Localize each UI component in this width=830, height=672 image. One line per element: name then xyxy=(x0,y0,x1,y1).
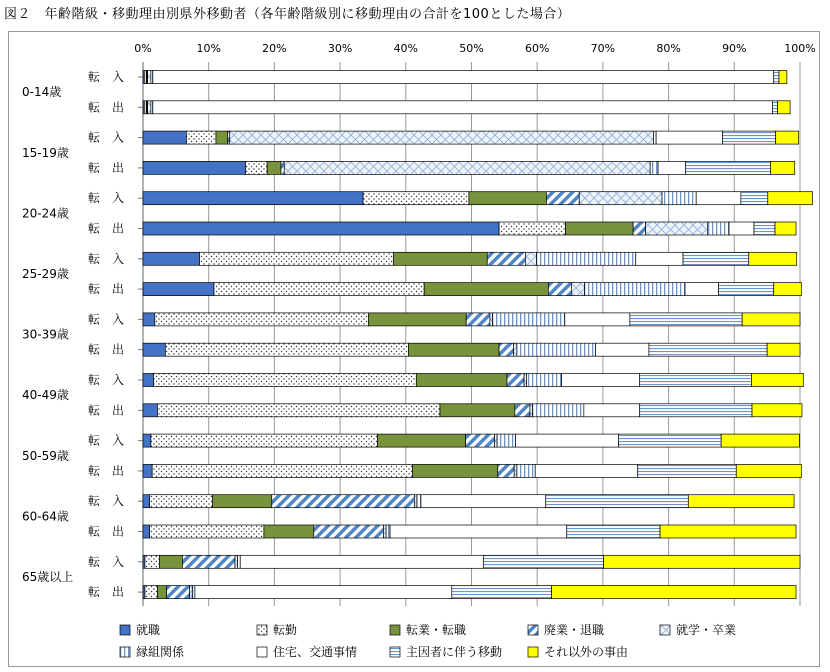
row-direction-label: 転 入 xyxy=(88,251,125,266)
bar-segment xyxy=(565,222,633,235)
bar-segment xyxy=(408,343,499,356)
age-group-label: 0-14歳 xyxy=(22,85,62,100)
row-direction-label: 転 入 xyxy=(88,70,125,84)
bar-segment xyxy=(729,222,754,235)
age-group-label: 15-19歳 xyxy=(22,145,69,160)
bar-segment xyxy=(662,192,696,205)
bar-segment xyxy=(604,555,800,568)
bar-segment xyxy=(235,555,238,568)
bar-segment xyxy=(165,343,408,356)
bar-segment xyxy=(143,525,150,538)
bar-segment xyxy=(363,192,469,205)
age-group-label: 20-24歳 xyxy=(22,206,69,221)
bar-segment xyxy=(284,161,650,174)
row-direction-label: 転 出 xyxy=(88,160,125,175)
bar-segment xyxy=(143,131,186,144)
bar-segment xyxy=(630,313,742,326)
bar-segment xyxy=(192,586,195,599)
bar-segment xyxy=(584,404,640,417)
row-direction-label: 転 入 xyxy=(88,130,125,145)
legend-swatch xyxy=(257,647,267,657)
x-tick-label: 90% xyxy=(722,42,747,55)
legend-label: それ以外の事由 xyxy=(544,645,629,659)
bar-segment xyxy=(514,343,517,356)
bar-segment xyxy=(200,252,394,265)
bar-segment xyxy=(514,464,517,477)
bar-segment xyxy=(517,343,596,356)
bar-segment xyxy=(772,101,777,114)
bar-segment xyxy=(649,343,767,356)
legend-label: 転勤 xyxy=(273,623,298,637)
bar-segment xyxy=(571,283,584,296)
bar-segment xyxy=(143,464,152,477)
bar-segment xyxy=(424,283,548,296)
bar-segment xyxy=(190,586,193,599)
row-direction-label: 転 出 xyxy=(88,342,125,357)
bar-segment xyxy=(537,252,636,265)
bar-segment xyxy=(751,374,803,387)
x-tick-label: 60% xyxy=(524,42,550,55)
bar-segment xyxy=(565,313,630,326)
bar-segment xyxy=(493,313,565,326)
bar-segment xyxy=(213,495,272,508)
bar-segment xyxy=(646,222,708,235)
row-direction-label: 転 出 xyxy=(88,585,125,600)
bar-segment xyxy=(527,374,562,387)
legend-swatch xyxy=(120,647,130,657)
age-group-label: 60-64歳 xyxy=(22,509,69,524)
bar-segment xyxy=(779,71,787,84)
bar-segment xyxy=(390,525,567,538)
bar-segment xyxy=(155,313,369,326)
bar-segment xyxy=(143,252,200,265)
row-direction-label: 転 入 xyxy=(88,191,125,206)
bar-segment xyxy=(707,222,729,235)
bar-segment xyxy=(272,495,415,508)
row-direction-label: 転 出 xyxy=(88,524,125,539)
bar-segment xyxy=(774,283,802,296)
bar-segment xyxy=(619,434,721,447)
bar-segment xyxy=(546,495,689,508)
bar-segment xyxy=(143,161,245,174)
bar-segment xyxy=(562,374,640,387)
legend-swatch xyxy=(257,625,267,635)
row-direction-label: 転 入 xyxy=(88,433,125,448)
bar-segment xyxy=(741,192,768,205)
row-direction-label: 転 出 xyxy=(88,403,125,418)
x-tick-label: 80% xyxy=(656,42,681,55)
legend-label: 転業・転職 xyxy=(406,623,467,637)
bar-segment xyxy=(499,222,565,235)
bar-segment xyxy=(421,495,546,508)
x-tick-label: 30% xyxy=(327,42,353,55)
bar-segment xyxy=(535,464,637,477)
bar-segment xyxy=(515,404,530,417)
bar-segment xyxy=(152,464,412,477)
bar-segment xyxy=(770,161,794,174)
bar-segment xyxy=(736,464,801,477)
bar-segment xyxy=(775,222,796,235)
bar-segment xyxy=(143,495,150,508)
bar-segment xyxy=(216,131,228,144)
bar-segment xyxy=(143,192,363,205)
bar-segment xyxy=(722,131,775,144)
bar-segment xyxy=(143,374,154,387)
age-group-label: 40-49歳 xyxy=(22,388,69,403)
bar-segment xyxy=(752,404,802,417)
bar-segment xyxy=(383,525,386,538)
bar-segment xyxy=(516,434,619,447)
bar-segment xyxy=(148,71,151,84)
bar-segment xyxy=(417,495,421,508)
x-tick-label: 50% xyxy=(459,42,484,55)
bar-segment xyxy=(596,343,649,356)
bar-segment xyxy=(776,131,799,144)
bar-segment xyxy=(742,313,800,326)
x-tick-label: 100% xyxy=(784,42,816,55)
bar-segment xyxy=(143,343,165,356)
bar-segment xyxy=(150,525,264,538)
bar-segment xyxy=(157,404,440,417)
bar-segment xyxy=(530,404,533,417)
bar-segment xyxy=(688,495,794,508)
legend-swatch xyxy=(528,647,538,657)
bar-segment xyxy=(230,131,654,144)
legend-label: 主因者に伴う移動 xyxy=(406,645,503,659)
bar-segment xyxy=(466,434,495,447)
bar-segment xyxy=(721,434,799,447)
bar-segment xyxy=(683,252,749,265)
row-direction-label: 転 入 xyxy=(88,554,125,569)
legend-label: 廃業・退職 xyxy=(544,623,605,637)
bar-segment xyxy=(546,192,579,205)
bar-segment xyxy=(660,525,796,538)
bar-segment xyxy=(452,586,552,599)
chart-title: 図２ 年齢階級・移動理由別県外移動者（各年齢階級別に移動理由の合計を100とした場合） xyxy=(4,7,571,22)
bar-segment xyxy=(640,404,752,417)
x-tick-label: 10% xyxy=(196,42,221,55)
bar-segment xyxy=(653,131,656,144)
bar-segment xyxy=(245,161,267,174)
bar-segment xyxy=(466,313,490,326)
bar-segment xyxy=(517,464,535,477)
bar-segment xyxy=(767,343,800,356)
x-tick-label: 40% xyxy=(393,42,419,55)
bar-segment xyxy=(552,586,796,599)
bar-segment xyxy=(195,586,452,599)
bar-segment xyxy=(507,374,524,387)
legend-swatch xyxy=(390,625,400,635)
bar-segment xyxy=(240,555,483,568)
row-direction-label: 転 出 xyxy=(88,282,125,297)
bar-segment xyxy=(143,222,499,235)
bar-segment xyxy=(267,161,281,174)
bar-segment xyxy=(386,525,390,538)
bar-segment xyxy=(774,71,779,84)
bar-segment xyxy=(281,161,284,174)
bar-segment xyxy=(393,252,487,265)
bar-segment xyxy=(658,161,686,174)
bar-segment xyxy=(412,464,497,477)
bar-segment xyxy=(633,222,645,235)
bar-segment xyxy=(186,131,216,144)
bar-segment xyxy=(378,434,466,447)
bar-segment xyxy=(238,555,241,568)
legend-label: 就職 xyxy=(136,623,161,637)
bar-segment xyxy=(483,555,603,568)
bar-segment xyxy=(414,495,417,508)
bar-segment xyxy=(153,101,773,114)
row-direction-label: 転 出 xyxy=(88,463,125,478)
bar-segment xyxy=(768,192,813,205)
bar-segment xyxy=(145,586,157,599)
bar-segment xyxy=(533,404,584,417)
bar-segment xyxy=(490,313,493,326)
bar-segment xyxy=(314,525,384,538)
bar-segment xyxy=(416,374,507,387)
bar-segment xyxy=(778,101,790,114)
legend-swatch xyxy=(660,625,670,635)
bar-segment xyxy=(498,464,514,477)
bar-segment xyxy=(143,404,157,417)
bar-segment xyxy=(154,374,417,387)
bar-segment xyxy=(497,434,515,447)
bar-segment xyxy=(656,131,722,144)
bar-segment xyxy=(182,555,235,568)
bar-segment xyxy=(754,222,775,235)
x-tick-label: 0% xyxy=(134,42,152,55)
age-group-label: 65歳以上 xyxy=(22,569,74,584)
bar-segment xyxy=(368,313,466,326)
age-group-label: 50-59歳 xyxy=(22,448,69,463)
bar-segment xyxy=(638,464,737,477)
bar-segment xyxy=(264,525,314,538)
bar-segment xyxy=(686,161,771,174)
bar-segment xyxy=(499,343,513,356)
row-direction-label: 転 出 xyxy=(88,221,125,236)
x-tick-label: 20% xyxy=(262,42,287,55)
legend-label: 就学・卒業 xyxy=(676,623,737,637)
legend-label: 住宅、交通事情 xyxy=(273,645,358,659)
bar-segment xyxy=(143,434,151,447)
bar-segment xyxy=(148,101,151,114)
bar-segment xyxy=(685,283,719,296)
legend-label: 縁組関係 xyxy=(136,645,185,659)
bar-segment xyxy=(579,192,662,205)
bar-segment xyxy=(440,404,515,417)
bar-segment xyxy=(487,252,525,265)
bar-segment xyxy=(494,434,497,447)
bar-segment xyxy=(469,192,547,205)
bar-segment xyxy=(567,525,660,538)
bar-segment xyxy=(167,586,190,599)
legend-swatch xyxy=(528,625,538,635)
bar-segment xyxy=(151,434,378,447)
bar-segment xyxy=(214,283,424,296)
bar-segment xyxy=(548,283,571,296)
legend-swatch xyxy=(120,625,130,635)
x-tick-label: 70% xyxy=(590,42,616,55)
bar-segment xyxy=(157,586,166,599)
age-group-label: 25-29歳 xyxy=(22,266,69,281)
row-direction-label: 転 入 xyxy=(88,373,125,387)
row-direction-label: 転 入 xyxy=(88,312,125,327)
bar-segment xyxy=(150,495,213,508)
bar-segment xyxy=(585,283,686,296)
age-group-label: 30-39歳 xyxy=(22,327,69,342)
bar-segment xyxy=(143,313,155,326)
row-direction-label: 転 入 xyxy=(88,494,125,509)
bar-segment xyxy=(524,374,527,387)
bar-segment xyxy=(636,252,683,265)
bar-segment xyxy=(143,283,214,296)
bar-segment xyxy=(525,252,536,265)
bar-segment xyxy=(749,252,797,265)
row-direction-label: 転 出 xyxy=(88,100,125,115)
bar-segment xyxy=(159,555,182,568)
bar-segment xyxy=(696,192,741,205)
bar-segment xyxy=(153,71,774,84)
bar-segment xyxy=(719,283,774,296)
bar-segment xyxy=(640,374,752,387)
bar-segment xyxy=(145,555,159,568)
bar-segment xyxy=(650,161,658,174)
legend-swatch xyxy=(390,647,400,657)
